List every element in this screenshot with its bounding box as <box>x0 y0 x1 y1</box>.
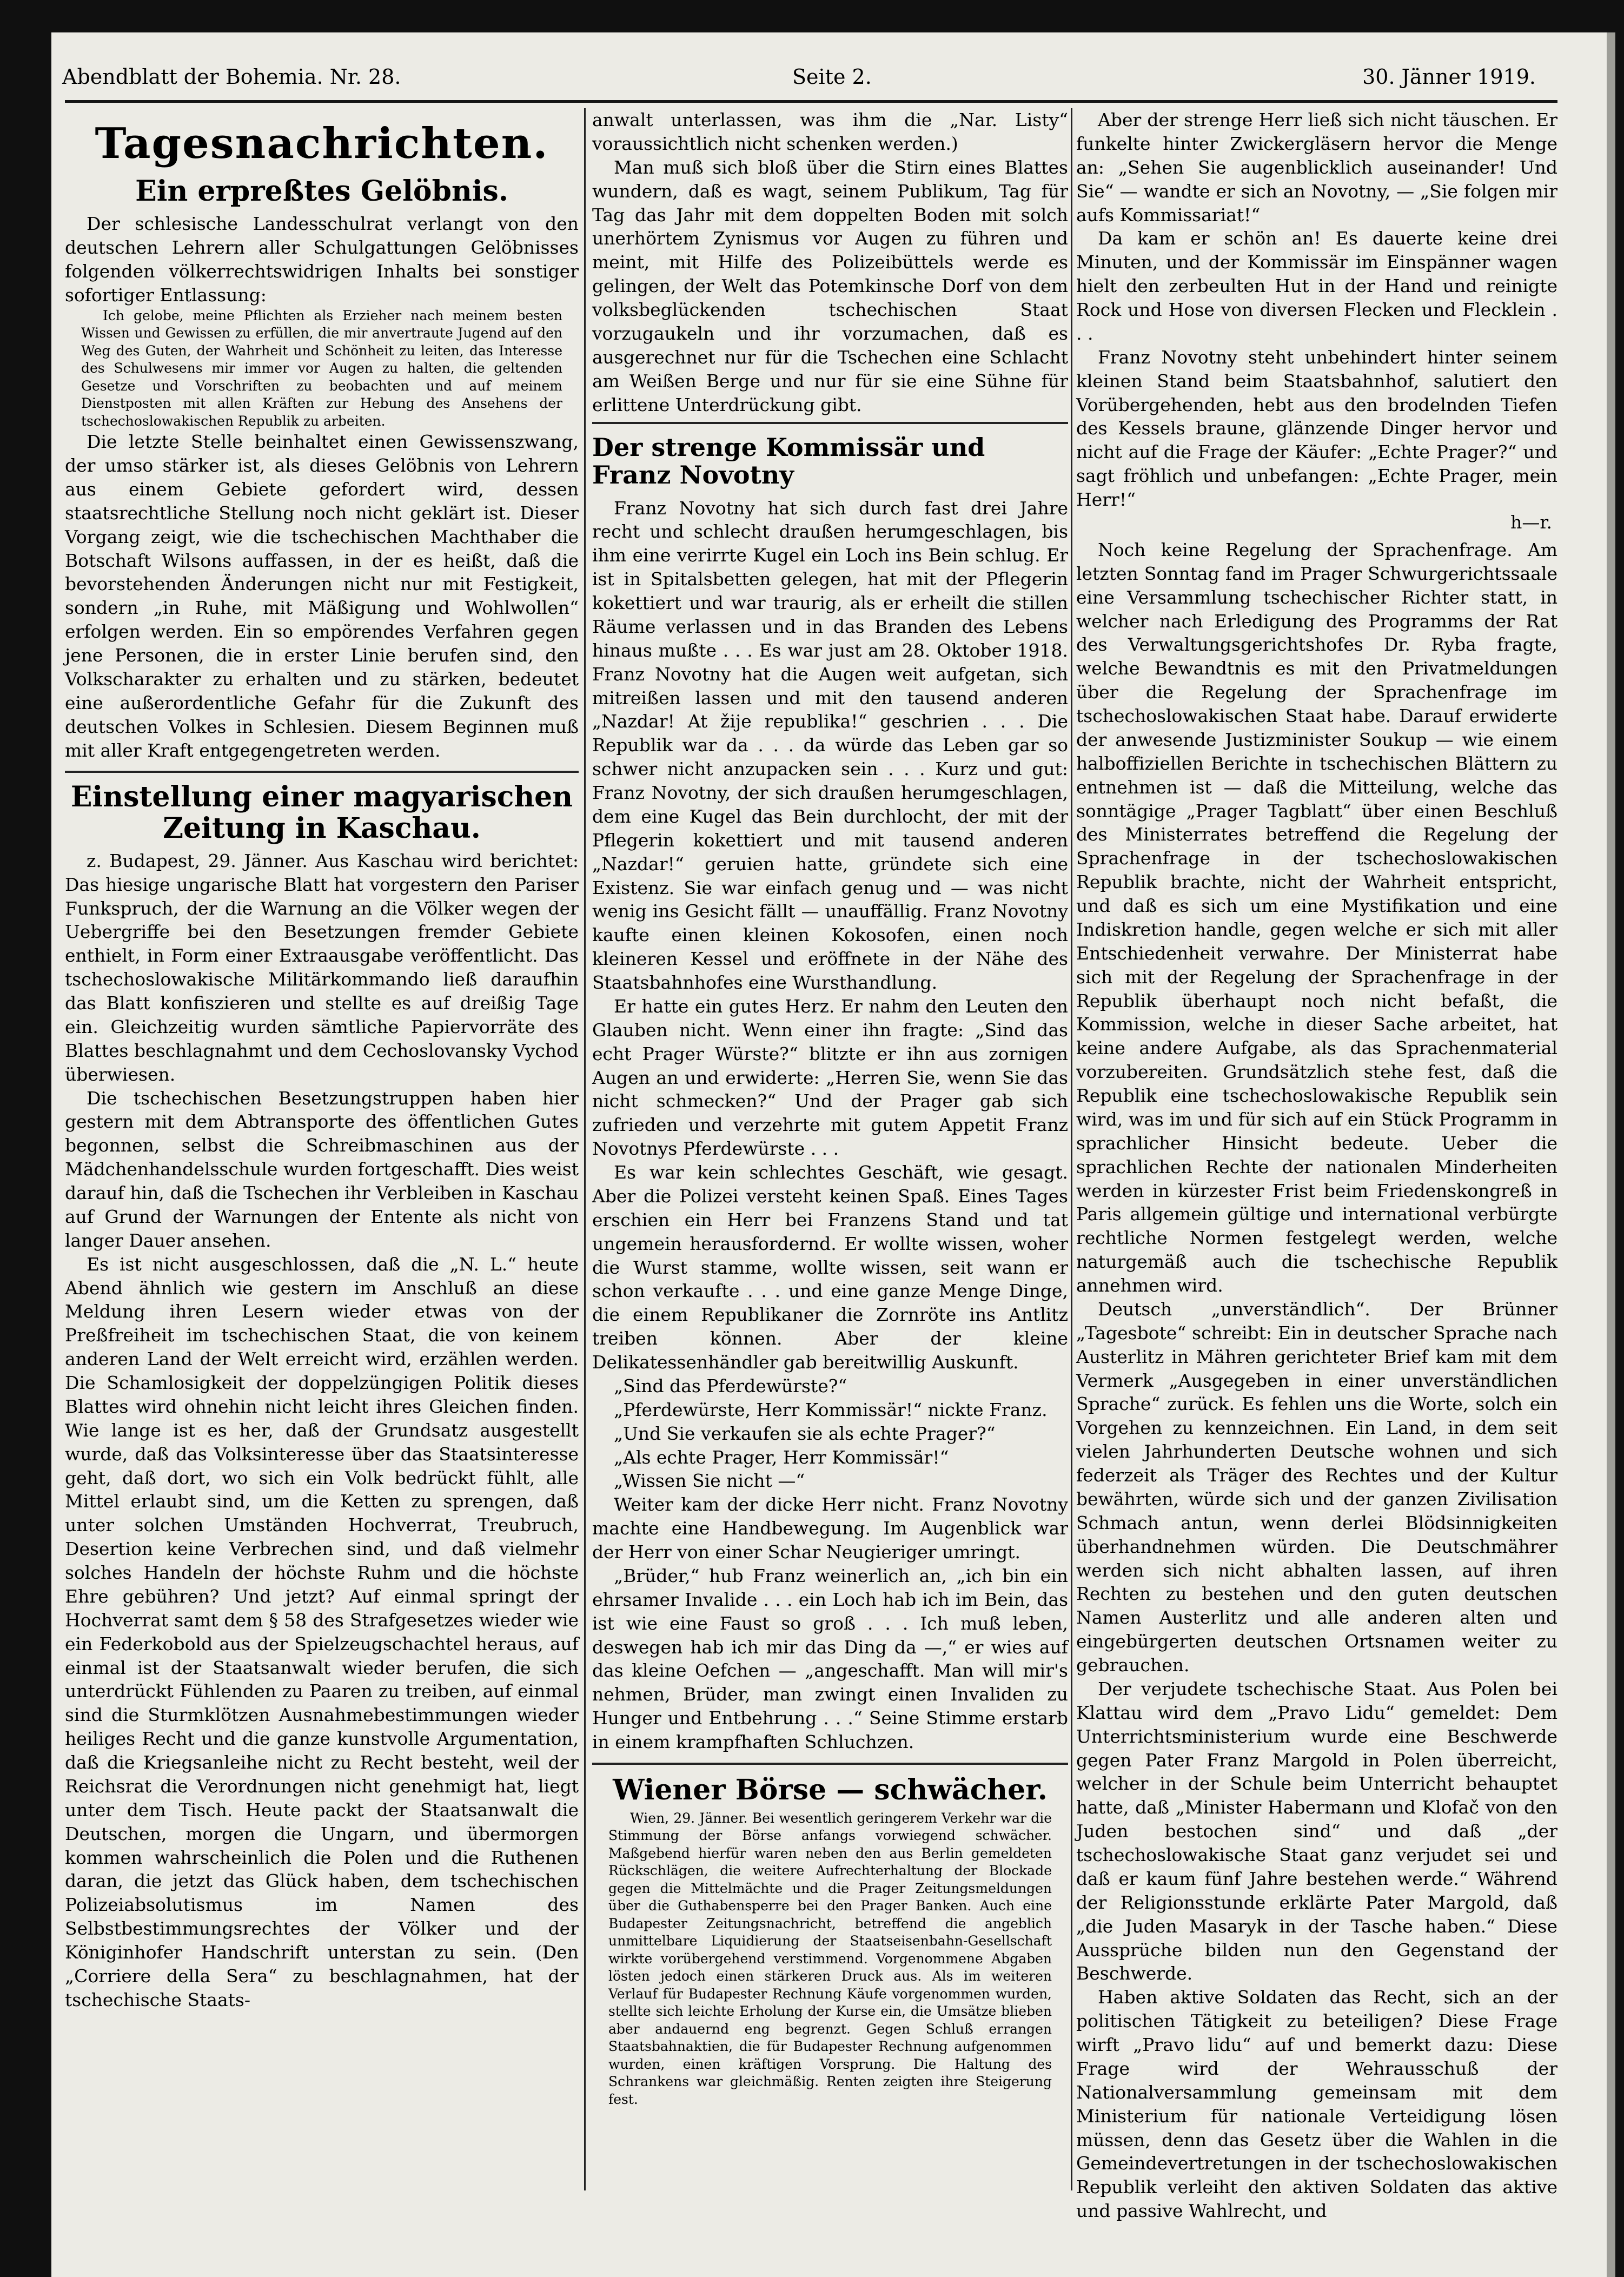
article-title: Der strenge Kommissär und Franz Novotny <box>592 422 1068 488</box>
news-item: Der verjudete tschechische Staat. Aus Polen bei Klattau wird dem „Pravo Lidu“ gemeldet: Dem Unterrichtsministerium wurde eine Beschwerde gegen Pater Franz Margold in Polen überreicht, welcher in der Schule beim Unterricht behauptet hatte, daß „Minister Habermann und Klofač von den Juden bestochen sind“ und daß „der tschechoslowakische Staat ganz verjudet sei und daß er kaum fünf Jahre bestehen werde.“ Während der Religionsstunde erklärte Pater Margold, daß „die Juden Masaryk in der Tasche haben.“ Diese Aussprüche bilden nun den Gegenstand der Beschwerde. <box>1076 1678 1557 1984</box>
article-divider <box>592 1763 1068 1765</box>
article-paragraph: Der schlesische Landesschulrat verlangt von den deutschen Lehrern aller Schulgattungen Gelöbnisses folgenden völkerrechtswidrigen Inhalts bei sonstiger sofortiger Entlassung: <box>65 213 579 306</box>
dialogue-line: „Sind das Pferdewürste?“ <box>614 1375 847 1396</box>
header-page-number: Seite 2. <box>792 65 872 89</box>
article-paragraph: Man muß sich bloß über die Stirn eines Blattes wundern, daß es wagt, seinem Publikum, Tag für Tag das Jahr mit dem doppelten Boden mit solch unerhörtem Zynismus vor Augen zu führen und meint, mit Hilfe des Polizeibüttels werde es gelingen, der Welt das Potemkinsche Dorf von dem volksbeglückenden tschechischen Staat vorzugaukeln und ihr vorzumachen, daß es ausgerechnet nur für die Tschechen eine Schlacht am Weißen Berge und nur für sie eine Sühne für erlittene Unterdrückung gibt. <box>592 156 1068 415</box>
header-rule <box>65 100 1557 103</box>
article-paragraph: Aber der strenge Herr ließ sich nicht täuschen. Er funkelte hinter Zwickergläsern hervor die Menge an: „Sehen Sie augenblicklich auseinander! Und Sie“ — wandte er sich an Novotny, — „Sie folgen mir aufs Kommissariat!“ <box>1076 109 1557 226</box>
article-paragraph: Die letzte Stelle beinhaltet einen Gewissenszwang, der umso stärker ist, als dieses Gelöbnis von Lehrern aus einem Gebiete gefordert wird, dessen staatsrechtliche Stellung noch nicht geklärt ist. Dieser Vorgang zeigt, wie die tschechischen Machthaber die Botschaft Wilsons auffassen, in der es heißt, daß die bevorstehenden Änderungen nicht nur mit Festigkeit, sondern „in Ruhe, mit Mäßigung und Wohlwollen“ erfolgen werden. Ein so empörendes Verfahren gegen jene Personen, die in erster Linie berufen sind, den Volkscharakter zu erhalten und zu stärken, bedeutet eine außerordentliche Gefahr für die Zukunft des deutschen Volkes in Schlesien. Diesem Beginnen muß mit aller Kraft entgegengetreten werden. <box>65 431 579 761</box>
column-2 <box>592 108 1068 2107</box>
dialogue-line: „Pferdewürste, Herr Kommissär!“ nickte Franz. <box>614 1399 1048 1420</box>
header-publication: Abendblatt der Bohemia. Nr. 28. <box>62 65 401 89</box>
article-title: Ein erpreßtes Gelöbnis. <box>135 175 508 208</box>
article-paragraph: Weiter kam der dicke Herr nicht. Franz Novotny machte eine Handbewegung. Im Augenblick war der Herr von einer Schar Neugieriger umringt. <box>592 1494 1068 1563</box>
column-divider <box>584 108 586 2190</box>
article-paragraph: Es war kein schlechtes Geschäft, wie gesagt. Aber die Polizei versteht keinen Spaß. Eines Tages erschien ein Herr bei Franzens Stand und tat ungemein herausfordernd. Er wollte wissen, woher die Wurst stamme, wollte wissen, seit wann er schon verkaufte . . . und eine ganze Menge Dinge, die einem Republikaner die Zornröte ins Antlitz treiben können. Aber der kleine Delikatessenhändler gab bereitwillig Auskunft. <box>592 1162 1068 1373</box>
article-paragraph: Die tschechischen Besetzungstruppen haben hier gestern mit dem Abtransporte des öffentlichen Gutes begonnen, selbst die Schreibmaschinen aus der Mädchenhandelsschule wurden fortgeschafft. Dies weist darauf hin, daß die Tschechen ihr Verbleiben in Kaschau auf Grund der Warnungen der Entente als nicht von langer Dauer ansehen. <box>65 1087 579 1251</box>
news-item: Noch keine Regelung der Sprachenfrage. Am letzten Sonntag fand im Prager Schwurgerichtssaale eine Versammlung tschechischer Richter statt, in welcher nach Erledigung des Programms der Rat des Verwaltungsgerichtshofes Dr. Ryba fragte, welche Bewandtnis es mit den Privatmeldungen über die Regelung der Sprachenfrage im tschechoslowakischen Staat habe. Darauf erwiderte der anwesende Justizminister Soukup — wie einem halboffiziellen Berichte in tschechischen Blättern zu entnehmen ist — daß die Mitteilung, welche das sonntägige „Prager Tagblatt“ über einen Beschluß des Ministerrates betreffend die Regelung der Sprachenfrage in der tschechoslowakischen Republik brachte, nicht der Wahrheit entspricht, und daß es sich um eine Mystifikation und eine Indiskretion handle, gegen welche er sich mit aller Entschiedenheit verwahre. Der Ministerrat habe sich mit der Regelung der Sprachenfrage in der Republik überhaupt noch nicht befaßt, die Kommission, welche in dieser Sache arbeitet, hat keine andere Aufgabe, als das Sprachenmaterial vorzubereiten. Grundsätzlich stehe fest, daß die Republik eine tschechoslowakische Republik sein wird, was im und für sich auf ein Stück Programm in sprachlicher Hinsicht bedeute. Ueber die sprachlichen Rechte der nationalen Minderheiten werden in kürzester Frist beim Friedenskongreß in Paris allgemein gültige und international verbürgte rechtliche Normen festgelegt werden, welche naturgemäß auch die tschechische Republik annehmen wird. <box>1076 539 1557 1296</box>
article-title: Einstellung einer magyarischen Zeitung in Kaschau. <box>70 780 573 845</box>
news-item: Deutsch „unverständlich“. Der Brünner „Tagesbote“ schreibt: Ein in deutscher Sprache nach Austerlitz in Mähren gerichteter Brief kam mit dem Vermerk „Ausgegeben in einer unverständlichen Sprache“ zurück. Es fehlen uns die Worte, solch ein Vorgehen zu kennzeichnen. Ein Land, in dem seit vielen Jahrhunderten Deutsche wohnen und sich federzeit als Träger des Rechtes und der Kultur bewährten, würde sich und der ganzen Zivilisation Schmach antun, wenn derlei Blödsinnigkeiten überhandnehmen würden. Die Deutschmährer werden sich nicht abhalten lassen, auf ihren Rechten zu bestehen und den guten deutschen Namen Austerlitz und alle anderen alten und eingebürgerten deutschen Ortsnamen weiter zu gebrauchen. <box>1076 1298 1557 1676</box>
article-paragraph: „Brüder,“ hub Franz weinerlich an, „ich bin ein ehrsamer Invalide . . . ein Loch hab ich im Bein, das ist wie eine Faust so groß . . . Ich muß leben, deswegen hab ich mir das Ding da —,“ er wies auf das kleine Oefchen — „angeschafft. Man will mir's nehmen, Brüder, man zwingt einen Invaliden zu Hunger und Entbehrung . . .“ Seine Stimme erstarb in einem krampfhaften Schluchzen. <box>592 1565 1068 1753</box>
article-divider <box>65 771 579 773</box>
dialogue-line: „Und Sie verkaufen sie als echte Prager?“ <box>614 1422 996 1444</box>
author-signature: h—r. <box>1510 511 1552 533</box>
article-title: Wiener Börse — schwächer. <box>613 1773 1048 1806</box>
page-edge <box>1607 32 1615 2277</box>
column-3 <box>1076 108 1557 2222</box>
column-divider <box>1071 108 1072 2190</box>
column-1 <box>65 108 579 2218</box>
article-paragraph: Es ist nicht ausgeschlossen, daß die „N. L.“ heute Abend ähnlich wie gestern im Anschluß an diese Meldung ihren Lesern wieder etwas von der Preßfreiheit im tschechischen Staat, die von keinem anderen Land der Welt erreicht wird, erzählen werden. Die Schamlosigkeit der doppelzüngigen Politik dieses Blattes wird ohnehin nicht leicht ihres Gleichen finden. Wie lange ist es her, daß der Grundsatz ausgestellt wurde, daß das Volksinteresse über das Staatsinteresse geht, daß dort, wo sich ein Volk bedrückt fühlt, alle Mittel erlaubt sind, um die Ketten zu sprengen, daß unter solchen Umständen Hochverrat, Treubruch, Desertion keine Verbrechen sind, und daß vielmehr solches Handeln der höchste Ruhm und die höchste Ehre gebühren? Und jetzt? Auf einmal springt der Hochverrat samt dem § 58 des Strafgesetzes wieder wie ein Federkobold aus der Spielzeugschachtel heraus, auf einmal ist der Staatsanwalt wieder berufen, die sich unterdrückt Fühlenden zu Paaren zu treiben, auf einmal sind die Sturmklötzen Ausnahmebestimmungen wieder heiliges Recht und die ganze kunstvolle Argumentation, daß die Kriegsanleihe nicht zu Recht besteht, weil der Reichsrat die Verordnungen nicht genehmigt hat, liegt unter dem Tisch. Heute packt der Staatsanwalt die Deutschen, morgen die Ungarn, und übermorgen kommen wahrscheinlich die Polen und die Ruthenen daran, die jetzt das Glück haben, dem tschechischen Polizeiabsolutismus im Namen des Selbstbestimmungsrechtes der Völker und der Königinhofer Handschrift unterstan zu sein. (Den „Corriere della Sera“ zu beschlagnahmen, hat der tschechische Staats- <box>65 1253 579 2010</box>
section-title: Tagesnachrichten. <box>95 119 549 168</box>
article-paragraph: Franz Novotny hat sich durch fast drei Jahre recht und schlecht draußen herumgeschlagen, bis ihm eine verirrte Kugel ein Loch ins Bein schlug. Er ist in Spitalsbetten gelegen, hat mit der Pflegerin kokettiert und war traurig, als er erheilt die stillen Räume verlassen und in das Branden des Lebens hinaus mußte . . . Es war just am 28. Oktober 1918. Franz Novotny hat die Augen weit aufgetan, sich mitreißen lassen und mit den tausend anderen „Nazdar! At žije republika!“ geschrien . . . Die Republik war da . . . da würde das Leben gar so schwer nicht anzupacken sein . . . Kurz und gut: Franz Novotny, der sich draußen herumgeschlagen, dem eine Kugel das Bein durchlocht, der mit der Pflegerin kokettiert und mit tausend anderen „Nazdar!“ geruien hatte, gründete sich eine Existenz. Sie war einfach genug und — was nicht wenig ins Gesicht fällt — unauffällig. Franz Novotny kaufte einen kleinen Kokosofen, einen noch kleineren Kessel und eröffnete in der Nähe des Staatsbahnhofes eine Wursthandlung. <box>592 497 1068 994</box>
dialogue-line: „Als echte Prager, Herr Kommissär!“ <box>614 1446 949 1468</box>
article-paragraph: anwalt unterlassen, was ihm die „Nar. Listy“ voraussichtlich nicht schenken werden.) <box>592 109 1068 154</box>
article-paragraph: Da kam er schön an! Es dauerte keine drei Minuten, und der Kommissär im Einspänner wagen hielt den zerbeulten Hut in der Hand und reinigte Rock und Hose von diversen Flecken und Flecklein . . . <box>1076 228 1557 344</box>
article-paragraph: z. Budapest, 29. Jänner. Aus Kaschau wird berichtet: Das hiesige ungarische Blatt hat vorgestern den Pariser Funkspruch, der die Warnung an die Völker wegen der Uebergriffe bei den Besetzungen fremder Gebiete enthielt, in Form einer Extraausgabe veröffentlicht. Das tschechoslowakische Militärkommando ließ daraufhin das Blatt konfiszieren und stellte es auf dreißig Tage ein. Gleichzeitig wurden sämtliche Papiervorräte des Blattes beschlagnahmt und dem Cechoslovansky Vychod überwiesen. <box>65 850 579 1085</box>
news-item: Haben aktive Soldaten das Recht, sich an der politischen Tätigkeit zu beteiligen? Diese Frage wirft „Pravo lidu“ auf und bemerkt dazu: Diese Frage wird der Wehrausschuß der Nationalversammlung gemeinsam mit dem Ministerium für nationale Verteidigung lösen müssen, denn das Gesetz über die Wahlen in die Gemeindevertretungen in der tschechoslowakischen Republik verleiht den aktiven Soldaten das aktive und passive Wahlrecht, und <box>1076 1987 1557 2222</box>
page-header <box>62 65 1552 103</box>
article-quote: Ich gelobe, meine Pflichten als Erzieher nach meinem besten Wissen und Gewissen zu erfüllen, die mir anvertraute Jugend auf den Weg des Guten, der Wahrheit und Schönheit zu leiten, das Interesse des Schulwesens mir immer vor Augen zu halten, die geltenden Gesetze und Vorschriften zu beobachten und auf meinem Dienstposten mit allen Kräften zur Hebung des Ansehens der tschechoslowakischen Republik zu arbeiten. <box>81 307 562 429</box>
dialogue-line: „Wissen Sie nicht —“ <box>614 1470 805 1492</box>
market-report: Wien, 29. Jänner. Bei wesentlich geringerem Verkehr war die Stimmung der Börse anfangs vorwiegend schwächer. Maßgebend hierfür waren neben den aus Berlin gemeldeten Rückschlägen, die weitere Aufrechterhaltung der Blockade gegen die Mittelmächte und die Prager Zeitungsmeldungen über die Guthabensperre bei den Prager Banken. Auch eine Budapester Zeitungsnachricht, betreffend die angeblich unmittelbare Liquidierung der Staatseisenbahn-Gesellschaft wirkte vorübergehend verstimmend. Vorgenommene Abgaben lösten jedoch einen stärkeren Druck aus. Als im weiteren Verlauf für Budapester Rechnung Käufe vorgenommen wurden, stellte sich leichte Erholung der Kurse ein, die Umsätze blieben aber andauernd eng begrenzt. Gegen Schluß errangen Staatsbahnaktien, die für Budapester Rechnung aufgenommen wurden, einen kräftigen Vorsprung. Die Haltung des Schrankens war gleichmäßig. Renten zeigten ihre Steigerung fest. <box>608 1810 1052 2107</box>
article-paragraph: Er hatte ein gutes Herz. Er nahm den Leuten den Glauben nicht. Wenn einer ihn fragte: „Sind das echt Prager Würste?“ blitzte er ihn aus zornigen Augen an und erwiderte: „Herren Sie, wenn Sie das nicht schmecken?“ Und der Prager gab sich zufrieden und verzehrte mit gutem Appetit Franz Novotnys Pferdewürste . . . <box>592 995 1068 1160</box>
header-date: 30. Jänner 1919. <box>1362 65 1536 89</box>
article-paragraph: Franz Novotny steht unbehindert hinter seinem kleinen Stand beim Staatsbahnhof, salutiert den Vorübergehenden, hebt aus den brodelnden Tiefen des Kessels braune, glänzende Dinger hervor und nicht auf die Frage der Käufer: „Echte Prager?“ und sagt fröhlich und unbefangen: „Echte Prager, mein Herr!“ <box>1076 346 1557 510</box>
